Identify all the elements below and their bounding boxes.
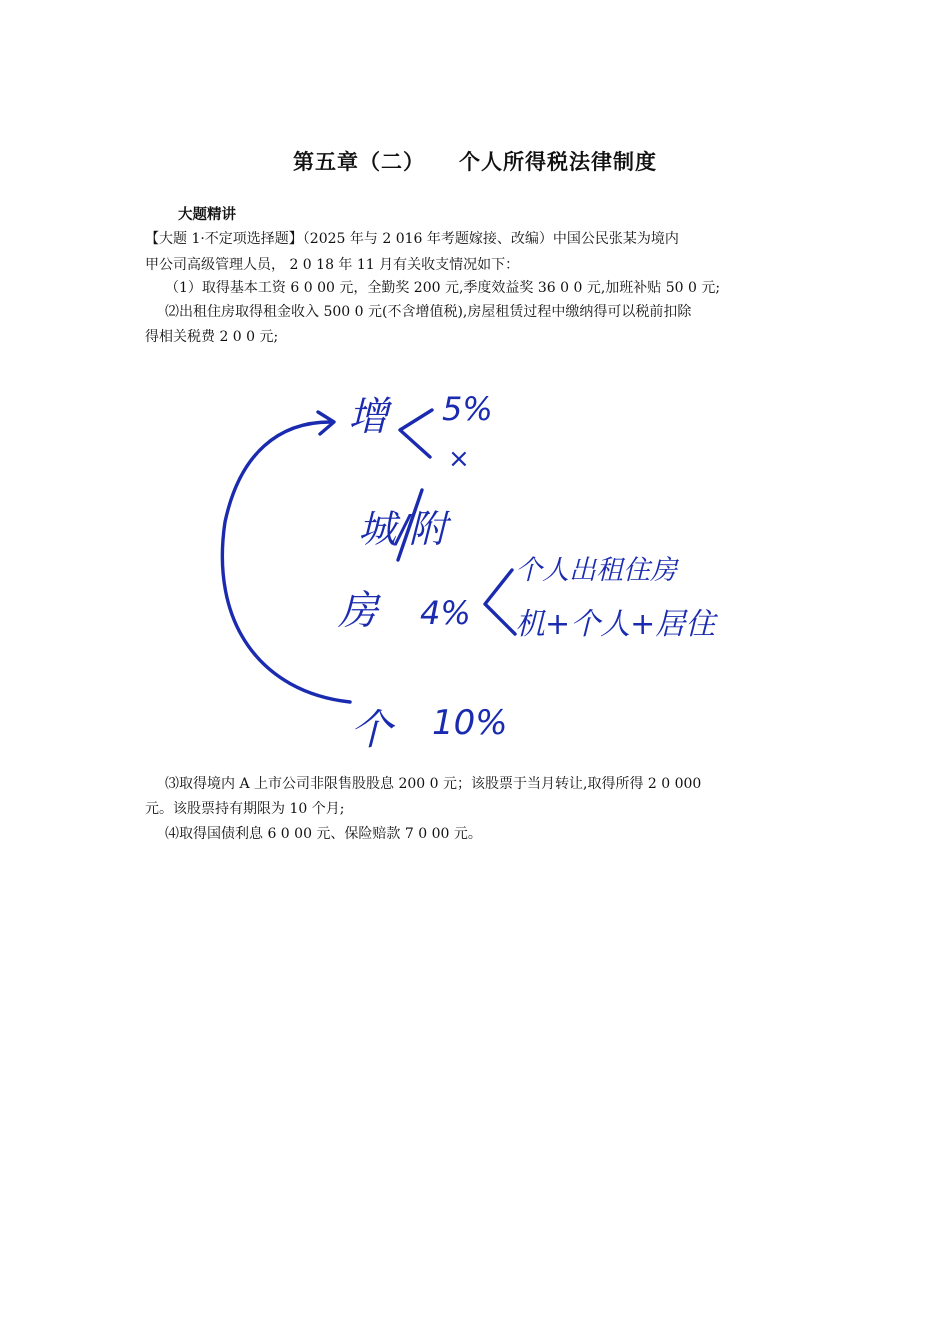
curve-arrow-icon — [222, 422, 350, 702]
question-item-1: （1）取得基本工资 6 0 00 元，全勤奖 200 元,季度效益奖 36 0 0 元,加班补贴 50 0 元; — [165, 280, 721, 296]
hw-fang-rate: 4% — [420, 594, 471, 632]
title-topic: 个人所得税法律制度 — [459, 150, 657, 174]
question-item-3-line-2: 元。该股票持有期限为 10 个月; — [145, 801, 345, 817]
question-item-4: ⑷取得国债利息 6 0 00 元、保险赔款 7 0 00 元。 — [165, 826, 482, 842]
hw-fang-note-2: 机+个人+居住 — [515, 607, 716, 642]
hw-ge: 个 — [350, 705, 393, 754]
hw-fang: 房 — [338, 588, 378, 634]
hw-cheng-fu: 城/附 — [358, 507, 447, 551]
question-item-3-line-1: ⑶取得境内 A 上市公司非限售股股息 200 0 元；该股票于当月转让,取得所得 2 0 000 — [165, 776, 702, 792]
hw-zeng: 增 — [348, 394, 388, 440]
question-item-2-line-1: ⑵出租住房取得租金收入 500 0 元(不含增值税),房屋租赁过程中缴纳得可以税前扣除 — [165, 304, 692, 320]
bracket-fang-icon — [485, 570, 515, 634]
handwritten-notes — [200, 372, 760, 762]
question-line-2: 甲公司高级管理人员， 2 0 18 年 11 月有关收支情况如下： — [145, 257, 520, 273]
hw-zeng-mark: × — [448, 444, 470, 474]
bracket-zeng-icon — [400, 410, 432, 457]
page-title — [0, 146, 950, 176]
section-heading: 大题精讲 — [178, 207, 236, 223]
hw-ge-rate: 10% — [432, 703, 508, 743]
hw-fang-note-1: 个人出租住房 — [515, 555, 677, 586]
hw-zeng-rate: 5% — [442, 390, 493, 428]
question-line-1: 【大题 1·不定项选择题】（2025 年与 2 016 年考题嫁接、改编）中国公民张某为境内 — [145, 231, 679, 247]
title-chapter: 第五章（二） — [293, 150, 425, 174]
question-item-2-line-2: 得相关税费 2 0 0 元; — [145, 329, 279, 345]
